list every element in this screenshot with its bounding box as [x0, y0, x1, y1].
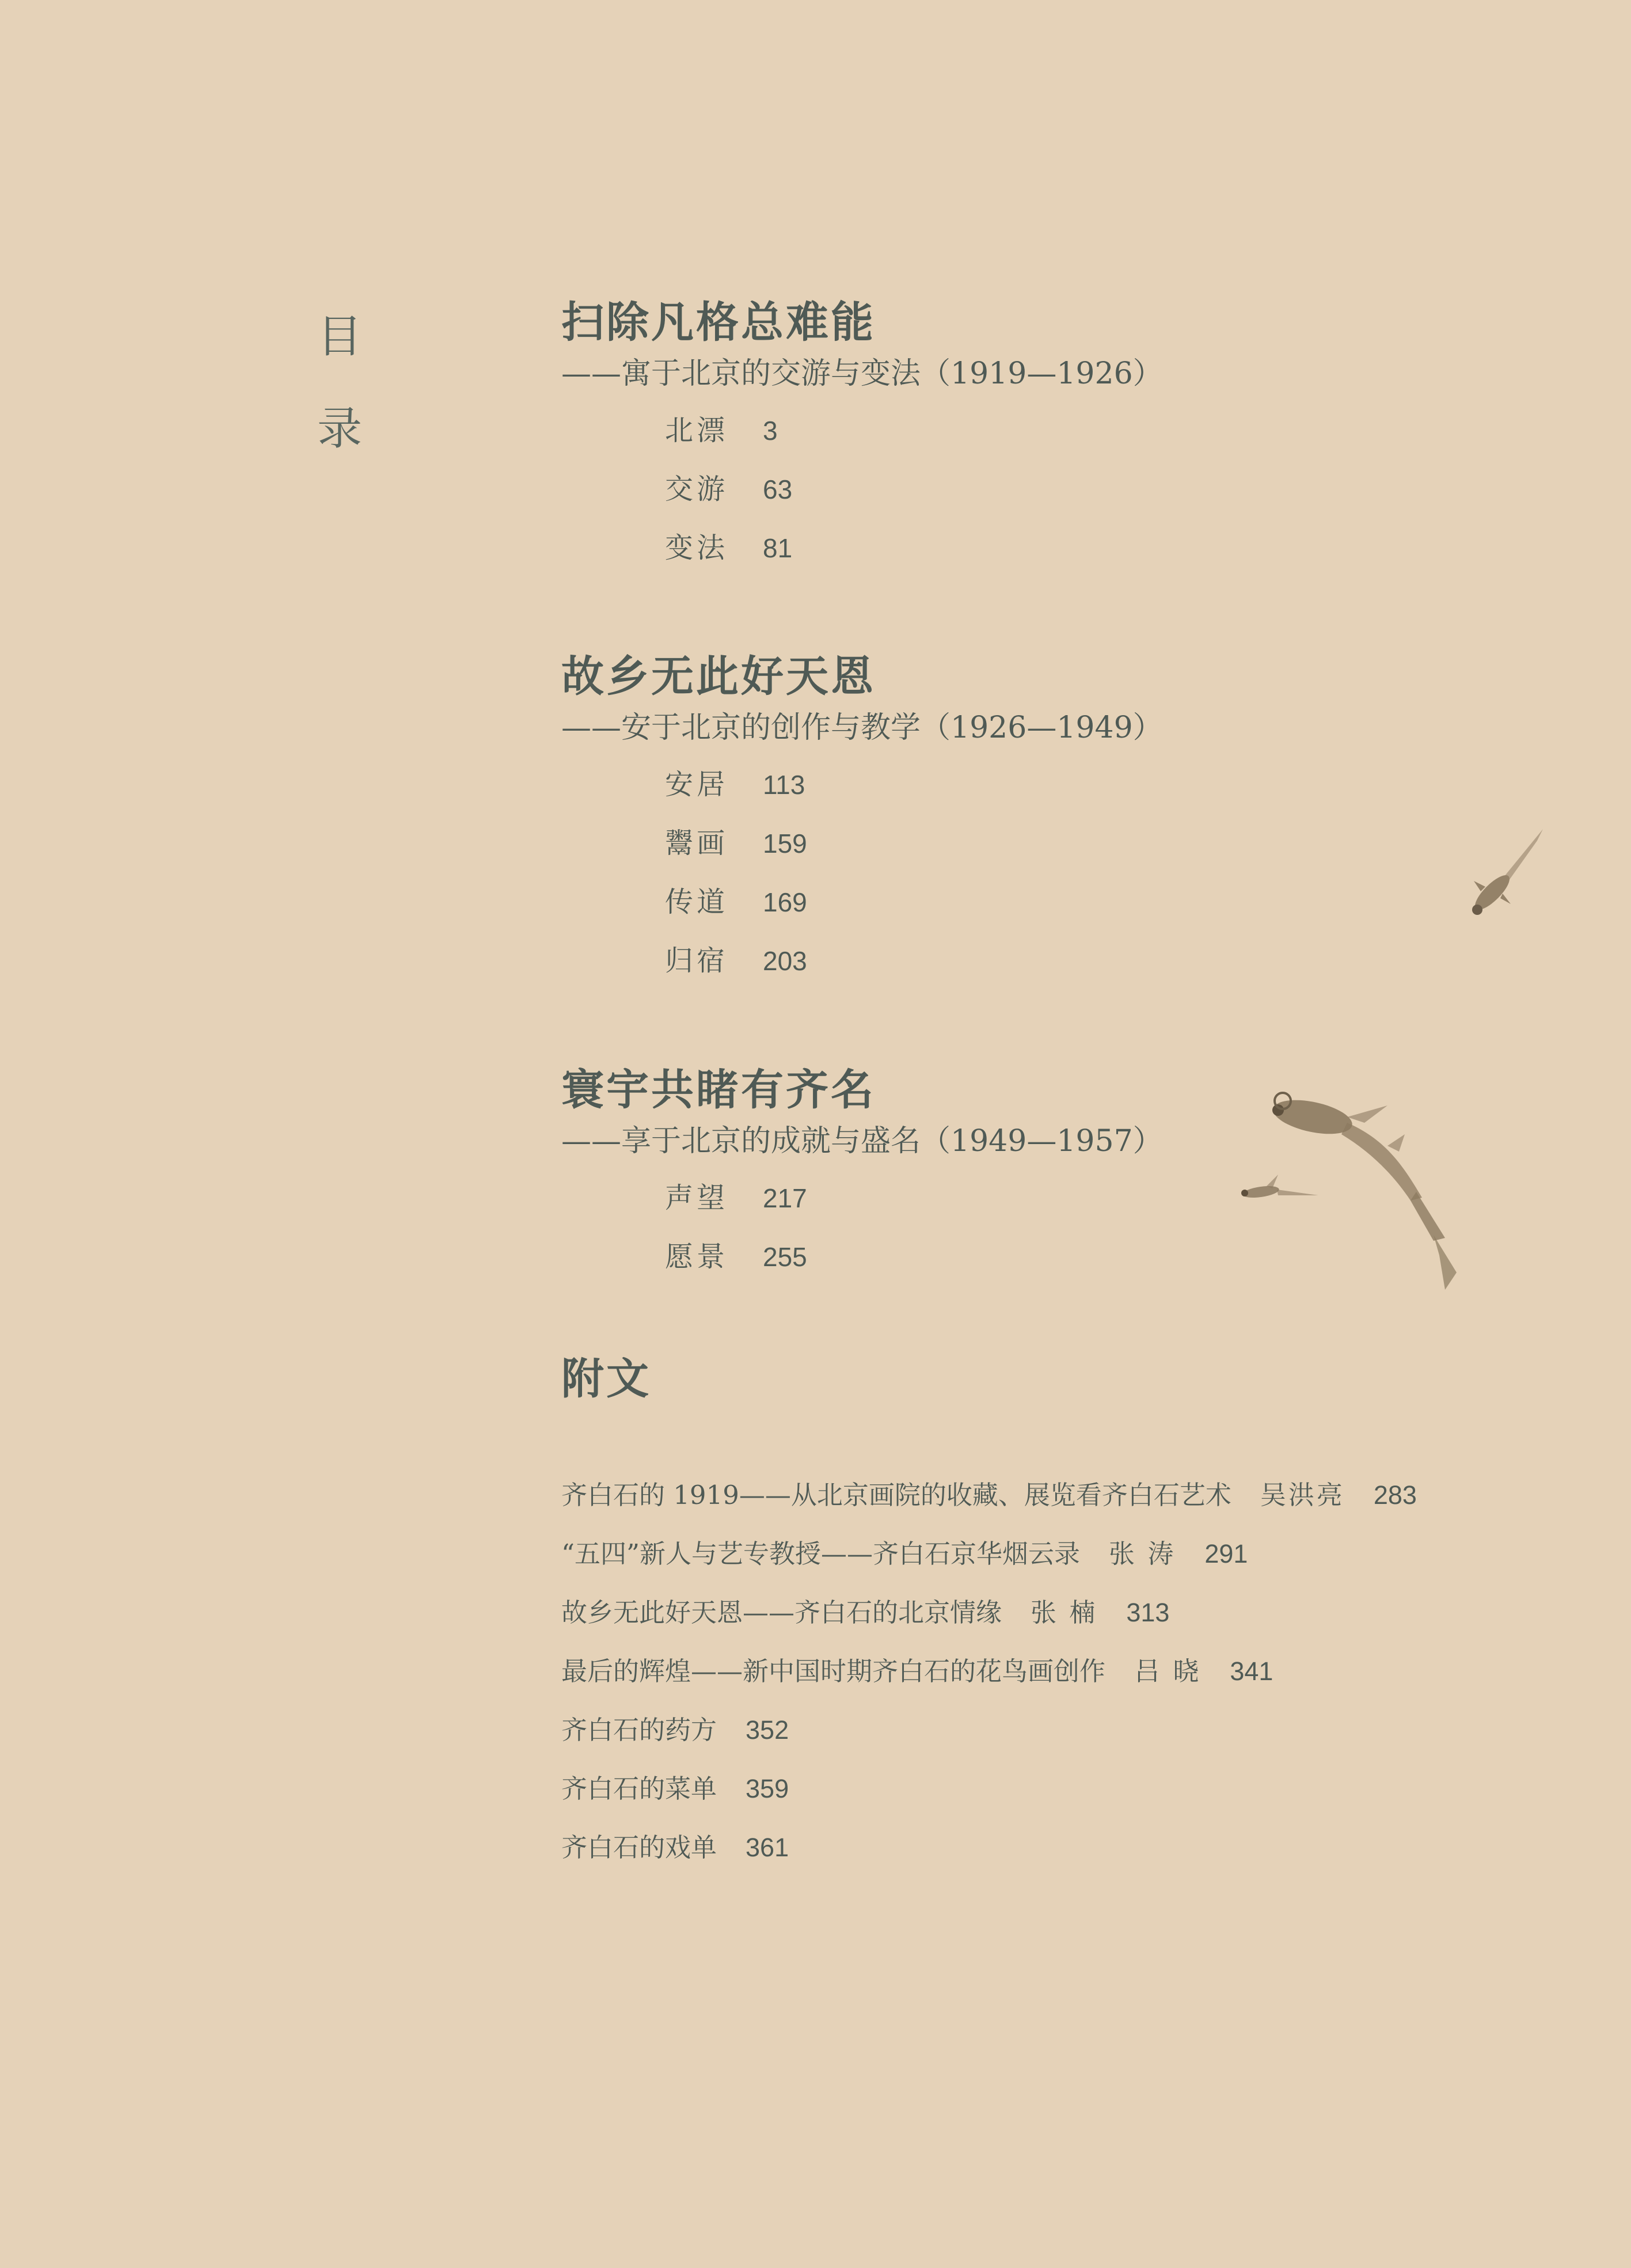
entry-title: 归宿: [665, 944, 729, 977]
entry-title: 安居: [665, 768, 729, 801]
appendix-entry-author: 张 楠: [1031, 1597, 1098, 1628]
entry-page-number: 203: [763, 946, 807, 976]
small-fish-illustration: [1451, 818, 1554, 933]
section-entries: [561, 755, 1482, 990]
entry-title: 北漂: [665, 414, 729, 447]
appendix-entry-title: 齐白石的菜单: [561, 1773, 717, 1804]
appendix-entry-page: 359: [746, 1774, 789, 1803]
appendix-entry[interactable]: [561, 1701, 1540, 1760]
appendix-entry-title: 齐白石的 1919——从北京画院的收藏、展览看齐白石艺术: [561, 1480, 1231, 1510]
toc-heading-char-2: 录: [317, 403, 362, 455]
entry-title: 交游: [665, 473, 729, 506]
appendix-entry-title: 齐白石的戏单: [561, 1832, 717, 1863]
entry-page-number: 217: [763, 1183, 807, 1213]
entry-title: 愿景: [665, 1240, 729, 1273]
section-title: 寰宇共睹有齐名: [561, 1065, 876, 1115]
toc-entry[interactable]: [665, 932, 1482, 990]
appendix-entry-author: 吕 晓: [1134, 1656, 1202, 1686]
appendix-entry-page: 283: [1373, 1480, 1417, 1510]
appendix-entry-title: 齐白石的药方: [561, 1715, 717, 1745]
entry-page-number: 113: [763, 770, 805, 800]
entry-title: 传道: [665, 886, 729, 918]
entry-title: 鬻画: [665, 827, 729, 860]
toc-entry[interactable]: [665, 755, 1482, 814]
entry-page-number: 63: [763, 474, 793, 504]
appendix-entry[interactable]: [561, 1466, 1540, 1525]
entry-title: 变法: [665, 531, 729, 564]
appendix-entry-title: 故乡无此好天恩——齐白石的北京情缘: [561, 1597, 1002, 1628]
appendix-entry-page: 361: [746, 1833, 789, 1862]
toc-entry[interactable]: [665, 401, 1482, 460]
section-entries: [561, 401, 1482, 578]
entry-page-number: 81: [763, 533, 793, 563]
appendix-entry-title: “五四”新人与艺专教授——齐白石京华烟云录: [561, 1538, 1081, 1569]
appendix-entry-page: 352: [746, 1715, 789, 1745]
section-subtitle: ——寓于北京的交游与变法（1919—1926）: [561, 356, 1163, 391]
appendix-entry-page: 313: [1126, 1598, 1170, 1627]
toc-section-2: [561, 645, 1482, 990]
entry-page-number: 169: [763, 887, 807, 917]
toc-entry[interactable]: [665, 460, 1482, 519]
toc-appendix: [561, 1347, 1540, 1877]
toc-section-1: [561, 291, 1482, 578]
ink-fish-group-illustration: [1215, 1082, 1537, 1313]
appendix-entry-page: 291: [1204, 1539, 1248, 1568]
section-subtitle: ——享于北京的成就与盛名（1949—1957）: [561, 1124, 1163, 1158]
appendix-entry-title: 最后的辉煌——新中国时期齐白石的花鸟画创作: [561, 1656, 1106, 1686]
entry-page-number: 3: [763, 416, 778, 446]
appendix-entry[interactable]: [561, 1760, 1540, 1818]
section-subtitle: ——安于北京的创作与教学（1926—1949）: [561, 711, 1163, 745]
toc-entry[interactable]: [665, 519, 1482, 578]
appendix-entry-page: 341: [1230, 1657, 1273, 1686]
toc-heading-char-1: 目: [317, 311, 362, 363]
appendix-entry-author: 吴洪亮: [1260, 1480, 1345, 1510]
appendix-entry-author: 张 涛: [1109, 1538, 1176, 1569]
section-title: 扫除凡格总难能: [561, 298, 876, 347]
toc-entry[interactable]: [665, 814, 1482, 873]
appendix-title: 附文: [561, 1354, 651, 1404]
appendix-entry[interactable]: [561, 1818, 1540, 1877]
toc-entry[interactable]: [665, 873, 1482, 932]
entry-page-number: 159: [763, 829, 807, 858]
section-title: 故乡无此好天恩: [561, 652, 876, 701]
entry-page-number: 255: [763, 1242, 807, 1272]
appendix-entry[interactable]: [561, 1642, 1540, 1701]
entry-title: 声望: [665, 1182, 729, 1214]
toc-heading: [314, 291, 366, 475]
appendix-list: [561, 1466, 1540, 1877]
appendix-entry[interactable]: [561, 1525, 1540, 1583]
appendix-entry[interactable]: [561, 1583, 1540, 1642]
